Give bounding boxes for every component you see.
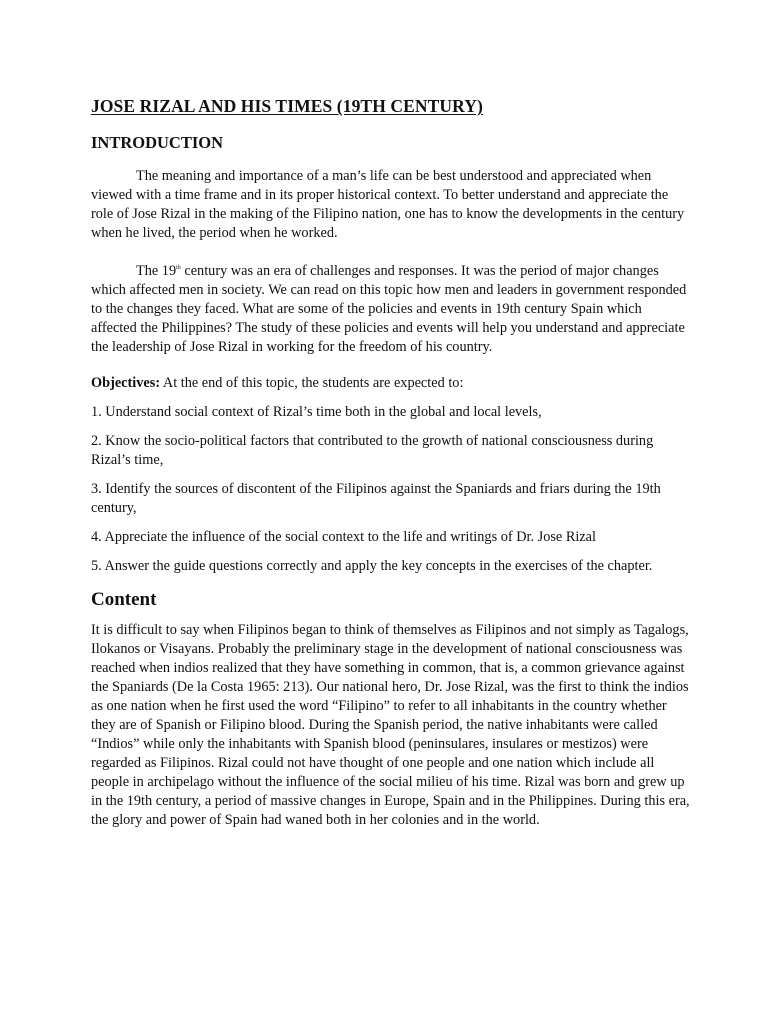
- document-title: JOSE RIZAL AND HIS TIMES (19TH CENTURY): [91, 96, 483, 116]
- objective-item-4: 4. Appreciate the influence of the social context to the life and writings of Dr. Jose Rizal: [91, 529, 597, 545]
- introduction-heading: INTRODUCTION: [91, 133, 224, 152]
- intro-p2-superscript: th: [176, 265, 181, 272]
- objective-item-3: 3. Identify the sources of discontent of the Filipinos against the Spaniards and friars during the 19th century,: [91, 481, 661, 516]
- objective-item-2: 2. Know the socio-political factors that contributed to the growth of national consciousness during Rizal’s time,: [91, 433, 654, 468]
- objectives-intro-text: At the end of this topic, the students are expected to:: [160, 375, 464, 391]
- objectives-label: Objectives:: [91, 375, 161, 391]
- intro-p2-start: The 19: [136, 263, 177, 279]
- objectives-intro: [91, 374, 691, 393]
- intro-paragraph-2: [91, 262, 691, 357]
- content-heading: Content: [91, 589, 157, 610]
- objective-item-5: 5. Answer the guide questions correctly and apply the key concepts in the exercises of the chapter.: [91, 558, 653, 574]
- objective-item-1: 1. Understand social context of Rizal’s time both in the global and local levels,: [91, 404, 542, 420]
- content-paragraph: It is difficult to say when Filipinos began to think of themselves as Filipinos and not simply as Tagalogs, Ilokanos or Visayans. Probably the preliminary stage in the development of national consciousness was reached when indios realized that they have something in common, that is, a common grievance against the Spaniards (De la Costa 1965: 213). Our national hero, Dr. Jose Rizal, was the first to think the indios as one nation when he first used the word “Filipino” to refer to all inhabitants in the country whether they are of Spanish or Filipino blood. During the Spanish period, the native inhabitants were called “Indios” while only the inhabitants with Spanish blood (peninsulares, insulares or mestizos) were regarded as Filipinos. Rizal could not have thought of one people and one nation which include all people in archipelago without the influence of the social milieu of his time. Rizal was born and grew up in the 19th century, a period of massive changes in Europe, Spain and in the Philippines. During this era, the glory and power of Spain had waned both in her colonies and in the world.: [91, 622, 690, 828]
- intro-p2-rest: century was an era of challenges and responses. It was the period of major changes which affected men in society. We can read on this topic how men and leaders in government responded to the changes they faced. What are some of the policies and events in 19th century Spain which affected the Philippines? The study of these policies and events will help you understand and appreciate the leadership of Jose Rizal in working for the freedom of his country.: [91, 263, 687, 355]
- intro-paragraph-1: The meaning and importance of a man’s life can be best understood and appreciated when viewed with a time frame and in its proper historical context. To better understand and appreciate the role of Jose Rizal in the making of the Filipino nation, one has to know the developments in the century when he lived, the period when he worked.: [91, 168, 685, 241]
- document-page: [91, 95, 691, 830]
